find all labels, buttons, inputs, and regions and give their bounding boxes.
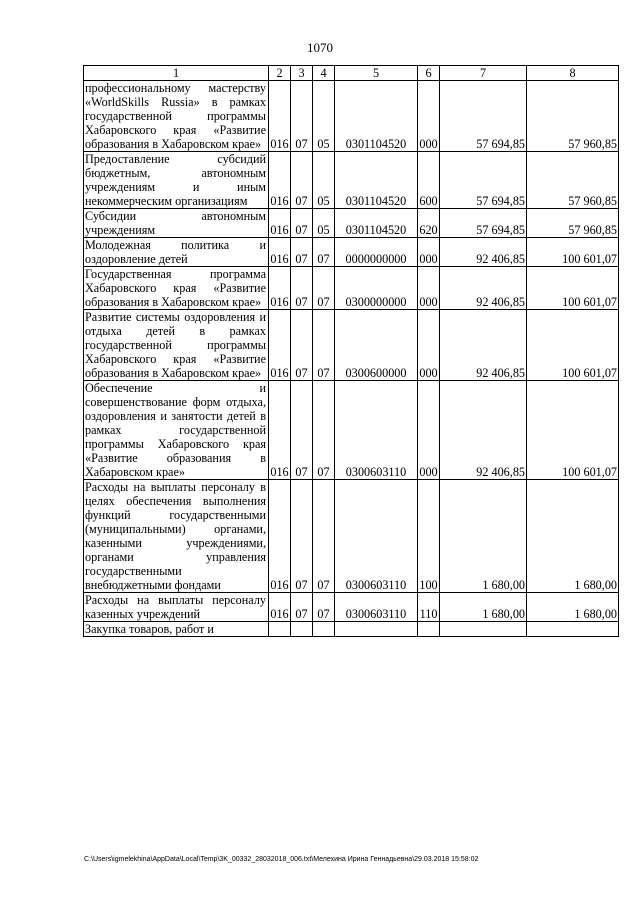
row-code-section: 07: [291, 381, 313, 480]
table-row: [84, 267, 619, 310]
header-cell: 8: [527, 66, 619, 81]
row-code-subsection: [313, 622, 335, 637]
row-code-subsection: 07: [313, 480, 335, 593]
table-row: [84, 81, 619, 152]
row-code-subsection: 07: [313, 238, 335, 267]
row-amount-year-1: 57 694,85: [440, 152, 527, 209]
row-amount-year-2: 100 601,07: [527, 238, 619, 267]
row-amount-year-2: 57 960,85: [527, 209, 619, 238]
row-amount-year-2: 100 601,07: [527, 381, 619, 480]
row-code-section: 07: [291, 152, 313, 209]
row-amount-year-1: 57 694,85: [440, 81, 527, 152]
row-description: Закупка товаров, работ и: [84, 622, 269, 637]
row-code-expense-type: 000: [418, 81, 440, 152]
row-description: Расходы на выплаты персоналу в целях обеспечения выполнения функций государственными (муниципальными) органами, казенными учреждениями, органами управления государственными внебюджетными фондами: [84, 480, 269, 593]
row-code-expense-type: 620: [418, 209, 440, 238]
row-code-section: [291, 622, 313, 637]
row-code-admin: 016: [269, 152, 291, 209]
row-description: Государственная программа Хабаровского края «Развитие образования в Хабаровском крае»: [84, 267, 269, 310]
row-code-expense-type: 100: [418, 480, 440, 593]
table-row: [84, 381, 619, 480]
row-amount-year-1: [440, 622, 527, 637]
row-description: Субсидии автономным учреждениям: [84, 209, 269, 238]
row-code-section: 07: [291, 209, 313, 238]
row-amount-year-1: 57 694,85: [440, 209, 527, 238]
row-code-section: 07: [291, 310, 313, 381]
header-cell: 1: [84, 66, 269, 81]
row-code-subsection: 05: [313, 209, 335, 238]
row-code-section: 07: [291, 81, 313, 152]
row-code-subsection: 07: [313, 267, 335, 310]
row-code-section: 07: [291, 593, 313, 622]
page-number: 1070: [307, 40, 333, 55]
row-code-target: [335, 622, 418, 637]
row-code-admin: 016: [269, 381, 291, 480]
row-code-target: 0300000000: [335, 267, 418, 310]
table-row: [84, 622, 619, 637]
row-amount-year-2: 1 680,00: [527, 593, 619, 622]
header-cell: 4: [313, 66, 335, 81]
table-row: [84, 238, 619, 267]
table-row: [84, 480, 619, 593]
header-cell: 5: [335, 66, 418, 81]
row-code-expense-type: 000: [418, 381, 440, 480]
row-code-expense-type: [418, 622, 440, 637]
row-code-expense-type: 600: [418, 152, 440, 209]
row-amount-year-2: [527, 622, 619, 637]
row-amount-year-2: 57 960,85: [527, 81, 619, 152]
row-code-target: 0000000000: [335, 238, 418, 267]
row-code-admin: [269, 622, 291, 637]
row-amount-year-2: 1 680,00: [527, 480, 619, 593]
table-header-row: [84, 66, 619, 81]
row-code-expense-type: 000: [418, 267, 440, 310]
row-amount-year-1: 92 406,85: [440, 267, 527, 310]
table-row: [84, 310, 619, 381]
row-amount-year-2: 100 601,07: [527, 267, 619, 310]
row-description: профессиональному мастерству «WorldSkills Russia» в рамках государственной программы Хабаровского края «Развитие образования в Хабаровском крае»: [84, 81, 269, 152]
row-amount-year-1: 92 406,85: [440, 310, 527, 381]
row-description: Предоставление субсидий бюджетным, автономным учреждениям и иным некоммерческим организациям: [84, 152, 269, 209]
row-code-subsection: 07: [313, 593, 335, 622]
budget-table: [83, 65, 619, 637]
row-code-target: 0300600000: [335, 310, 418, 381]
row-code-section: 07: [291, 480, 313, 593]
header-cell: 7: [440, 66, 527, 81]
row-description: Расходы на выплаты персоналу казенных учреждений: [84, 593, 269, 622]
row-code-subsection: 05: [313, 152, 335, 209]
row-amount-year-1: 92 406,85: [440, 381, 527, 480]
row-description: Развитие системы оздоровления и отдыха детей в рамках государственной программы Хабаровского края «Развитие образования в Хабаровском крае»: [84, 310, 269, 381]
row-code-target: 0300603110: [335, 480, 418, 593]
row-code-subsection: 07: [313, 310, 335, 381]
header-cell: 6: [418, 66, 440, 81]
header-cell: 3: [291, 66, 313, 81]
row-code-target: 0301104520: [335, 81, 418, 152]
row-code-target: 0300603110: [335, 593, 418, 622]
row-code-admin: 016: [269, 209, 291, 238]
row-code-admin: 016: [269, 310, 291, 381]
header-cell: 2: [269, 66, 291, 81]
row-code-expense-type: 000: [418, 238, 440, 267]
row-amount-year-1: 1 680,00: [440, 480, 527, 593]
row-code-admin: 016: [269, 593, 291, 622]
row-code-section: 07: [291, 238, 313, 267]
row-description: Молодежная политика и оздоровление детей: [84, 238, 269, 267]
row-amount-year-1: 92 406,85: [440, 238, 527, 267]
row-amount-year-2: 57 960,85: [527, 152, 619, 209]
row-code-target: 0300603110: [335, 381, 418, 480]
row-code-subsection: 07: [313, 381, 335, 480]
row-code-section: 07: [291, 267, 313, 310]
row-code-expense-type: 000: [418, 310, 440, 381]
table-row: [84, 593, 619, 622]
row-description: Обеспечение и совершенствование форм отдыха, оздоровления и занятости детей в рамках государственной программы Хабаровского края «Развитие образования в Хабаровском крае»: [84, 381, 269, 480]
row-amount-year-2: 100 601,07: [527, 310, 619, 381]
row-amount-year-1: 1 680,00: [440, 593, 527, 622]
row-code-expense-type: 110: [418, 593, 440, 622]
row-code-target: 0301104520: [335, 152, 418, 209]
row-code-admin: 016: [269, 238, 291, 267]
table-row: [84, 209, 619, 238]
row-code-admin: 016: [269, 480, 291, 593]
row-code-admin: 016: [269, 267, 291, 310]
row-code-subsection: 05: [313, 81, 335, 152]
row-code-target: 0301104520: [335, 209, 418, 238]
table-row: [84, 152, 619, 209]
file-path-footer: C:\Users\igmelekhina\AppData\Local\Temp\3K_00332_28032018_006.txt\Мелехина Ирина Геннадьевна\29.03.2018 15:58:02: [84, 856, 479, 863]
row-code-admin: 016: [269, 81, 291, 152]
